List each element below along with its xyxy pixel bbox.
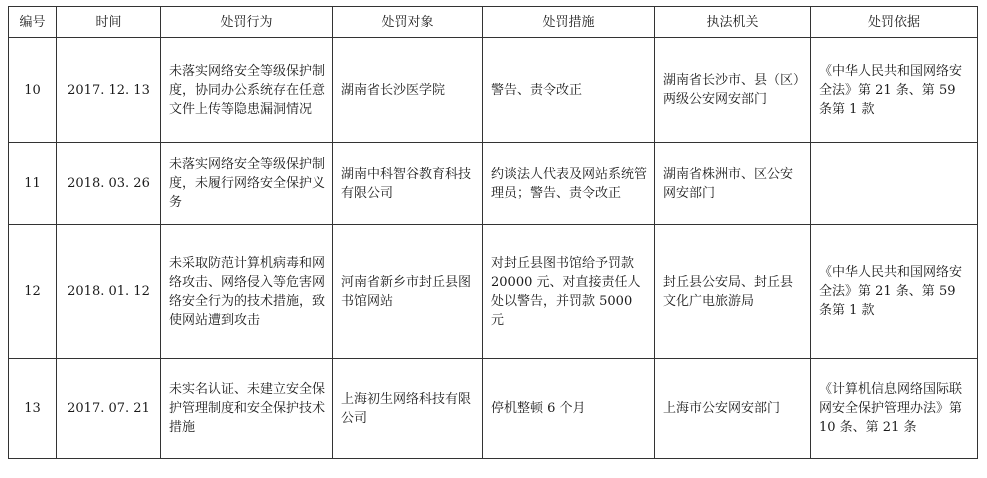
cell-authority: 上海市公安网安部门 [655, 359, 811, 459]
cell-id: 12 [9, 225, 57, 359]
cell-id: 13 [9, 359, 57, 459]
header-authority: 执法机关 [655, 7, 811, 38]
cell-authority: 封丘县公安局、封丘县文化广电旅游局 [655, 225, 811, 359]
cell-date: 2017. 12. 13 [57, 38, 161, 143]
cell-authority: 湖南省长沙市、县（区）两级公安网安部门 [655, 38, 811, 143]
header-id: 编号 [9, 7, 57, 38]
cell-id: 10 [9, 38, 57, 143]
cell-basis: 《中华人民共和国网络安全法》第 21 条、第 59 条第 1 款 [811, 38, 978, 143]
table-row [9, 225, 978, 359]
table-row [9, 143, 978, 225]
cell-id: 11 [9, 143, 57, 225]
cell-behavior: 未采取防范计算机病毒和网络攻击、网络侵入等危害网络安全行为的技术措施，致使网站遭到攻击 [161, 225, 333, 359]
table-row [9, 38, 978, 143]
cell-measure: 约谈法人代表及网站系统管理员；警告、责令改正 [483, 143, 655, 225]
cell-measure: 停机整顿 6 个月 [483, 359, 655, 459]
cell-basis: 《计算机信息网络国际联网安全保护管理办法》第 10 条、第 21 条 [811, 359, 978, 459]
cell-behavior: 未落实网络安全等级保护制度，未履行网络安全保护义务 [161, 143, 333, 225]
header-behavior: 处罚行为 [161, 7, 333, 38]
header-basis: 处罚依据 [811, 7, 978, 38]
cell-behavior: 未实名认证、未建立安全保护管理制度和安全保护技术措施 [161, 359, 333, 459]
header-date: 时间 [57, 7, 161, 38]
cell-behavior: 未落实网络安全等级保护制度，协同办公系统存在任意文件上传等隐患漏洞情况 [161, 38, 333, 143]
table-header-row [9, 7, 978, 38]
cell-measure: 警告、责令改正 [483, 38, 655, 143]
cell-target: 湖南中科智谷教育科技有限公司 [333, 143, 483, 225]
cell-date: 2017. 07. 21 [57, 359, 161, 459]
cell-date: 2018. 03. 26 [57, 143, 161, 225]
cell-target: 上海初生网络科技有限公司 [333, 359, 483, 459]
header-measure: 处罚措施 [483, 7, 655, 38]
header-target: 处罚对象 [333, 7, 483, 38]
cell-basis [811, 143, 978, 225]
cell-measure: 对封丘县图书馆给予罚款 20000 元、对直接责任人处以警告，并罚款 5000 元 [483, 225, 655, 359]
table-row [9, 359, 978, 459]
cell-target: 湖南省长沙医学院 [333, 38, 483, 143]
cell-basis: 《中华人民共和国网络安全法》第 21 条、第 59 条第 1 款 [811, 225, 978, 359]
penalty-table-container [8, 6, 978, 459]
cell-target: 河南省新乡市封丘县图书馆网站 [333, 225, 483, 359]
cell-authority: 湖南省株洲市、区公安网安部门 [655, 143, 811, 225]
penalty-table [8, 6, 978, 459]
cell-date: 2018. 01. 12 [57, 225, 161, 359]
